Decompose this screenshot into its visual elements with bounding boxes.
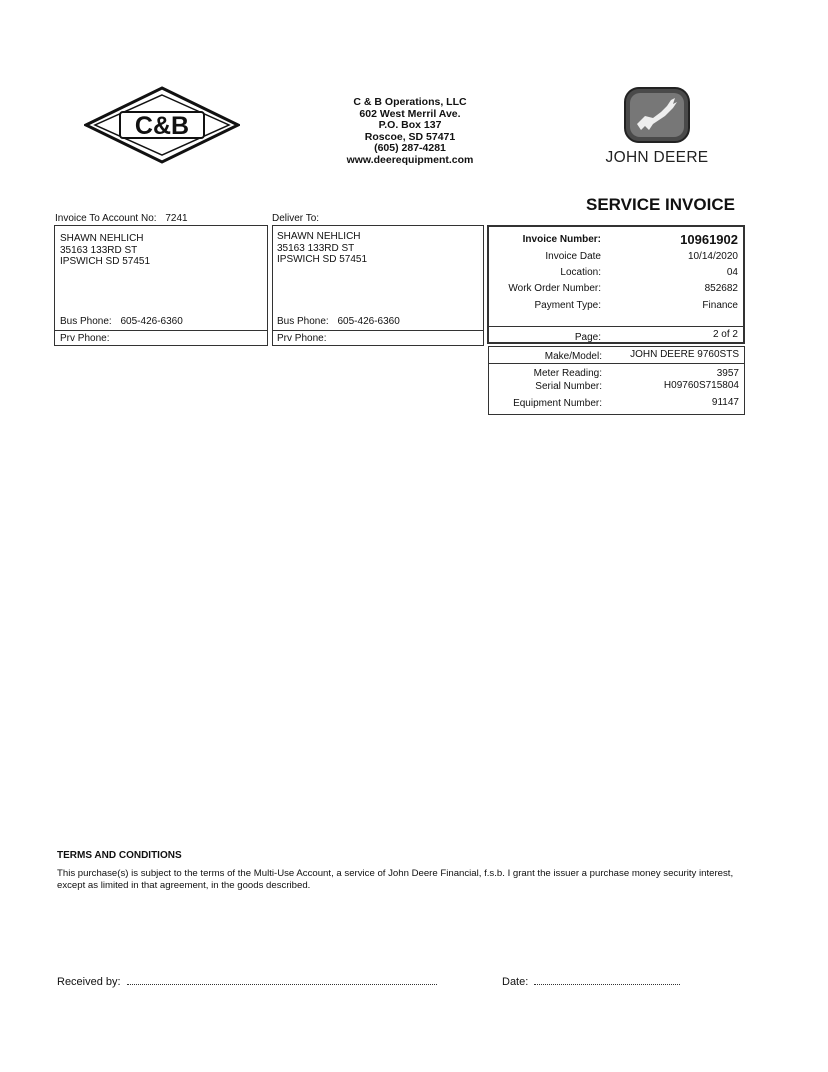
make-model-value: JOHN DEERE 9760STS bbox=[630, 349, 739, 360]
bill-to-city: IPSWICH SD 57451 bbox=[60, 256, 151, 267]
deliver-to-street: 35163 133RD ST bbox=[277, 243, 355, 254]
invoice-date-value: 10/14/2020 bbox=[687, 251, 738, 262]
brand-first: JOHN bbox=[605, 149, 649, 166]
meter-reading-label: Meter Reading: bbox=[533, 368, 602, 379]
page-value: 2 of 2 bbox=[712, 329, 738, 340]
bus-phone-label: Bus Phone: bbox=[60, 316, 112, 327]
account-label: Invoice To Account No: bbox=[55, 213, 157, 224]
company-street: 602 West Merril Ave. bbox=[359, 107, 461, 120]
equipment-number-label: Equipment Number: bbox=[513, 398, 602, 409]
account-number: 7241 bbox=[165, 213, 188, 224]
account-line bbox=[55, 213, 188, 224]
bill-to-prv-phone: Prv Phone: bbox=[60, 333, 110, 344]
make-model-label: Make/Model: bbox=[544, 351, 602, 362]
payment-type-label: Payment Type: bbox=[534, 300, 601, 311]
company-po-box: P.O. Box 137 bbox=[378, 119, 442, 132]
company-phone: (605) 287-4281 bbox=[374, 142, 446, 155]
terms-heading: TERMS AND CONDITIONS bbox=[57, 850, 182, 861]
deliver-to-city: IPSWICH SD 57451 bbox=[277, 254, 368, 265]
invoice-number-value: 10961902 bbox=[680, 232, 738, 247]
date-field[interactable] bbox=[534, 975, 680, 985]
company-address bbox=[330, 97, 490, 167]
invoice-number-label: Invoice Number: bbox=[522, 234, 601, 245]
cb-logo-text: C&B bbox=[134, 112, 190, 140]
equipment-box bbox=[488, 346, 745, 415]
work-order-label: Work Order Number: bbox=[508, 283, 601, 294]
bill-to-box bbox=[54, 225, 268, 346]
deliver-to-prv-phone: Prv Phone: bbox=[277, 333, 327, 344]
invoice-date-label: Invoice Date bbox=[545, 251, 601, 262]
terms-text: This purchase(s) is subject to the terms of the Multi-Use Account, a service of John Deere Financial, f.s.b. I grant the issuer a purchase money security interest, except as limited in that agreement, in the goods described. bbox=[57, 868, 734, 891]
page-label: Page: bbox=[574, 332, 601, 343]
document-title: SERVICE INVOICE bbox=[586, 195, 735, 214]
meter-reading-value: 3957 bbox=[716, 368, 739, 379]
deliver-to-label: Deliver To: bbox=[272, 213, 320, 224]
serial-number-value: H09760S715804 bbox=[663, 380, 739, 391]
date-line bbox=[502, 975, 680, 988]
brand-last: DEERE bbox=[653, 149, 709, 166]
work-order-value: 852682 bbox=[704, 283, 738, 294]
date-label: Date: bbox=[502, 976, 529, 988]
bus-phone-label: Bus Phone: bbox=[277, 316, 329, 327]
bill-to-name: SHAWN NEHLICH bbox=[60, 233, 144, 244]
equipment-number-value: 91147 bbox=[711, 397, 739, 408]
received-by-label: Received by: bbox=[57, 976, 121, 988]
company-name: C & B Operations, LLC bbox=[353, 96, 467, 108]
bus-phone-value: 605-426-6360 bbox=[337, 316, 400, 327]
john-deere-wordmark bbox=[594, 149, 720, 167]
serial-number-label: Serial Number: bbox=[535, 381, 602, 392]
invoice-info-box bbox=[487, 225, 745, 344]
received-by-line bbox=[57, 975, 437, 988]
deliver-to-bus-phone bbox=[277, 316, 400, 328]
deer-icon bbox=[623, 86, 691, 144]
location-label: Location: bbox=[560, 267, 601, 278]
location-value: 04 bbox=[726, 267, 738, 278]
bill-to-bus-phone bbox=[60, 316, 183, 328]
received-by-field[interactable] bbox=[127, 975, 437, 985]
cb-logo bbox=[84, 86, 240, 164]
bill-to-street: 35163 133RD ST bbox=[60, 245, 138, 256]
payment-type-value: Finance bbox=[702, 300, 738, 311]
company-website: www.deerequipment.com bbox=[346, 153, 474, 166]
deliver-to-name: SHAWN NEHLICH bbox=[277, 231, 361, 242]
john-deere-logo bbox=[594, 86, 720, 167]
bus-phone-value: 605-426-6360 bbox=[120, 316, 183, 327]
company-city: Roscoe, SD 57471 bbox=[364, 130, 456, 143]
deliver-to-box bbox=[272, 225, 484, 346]
